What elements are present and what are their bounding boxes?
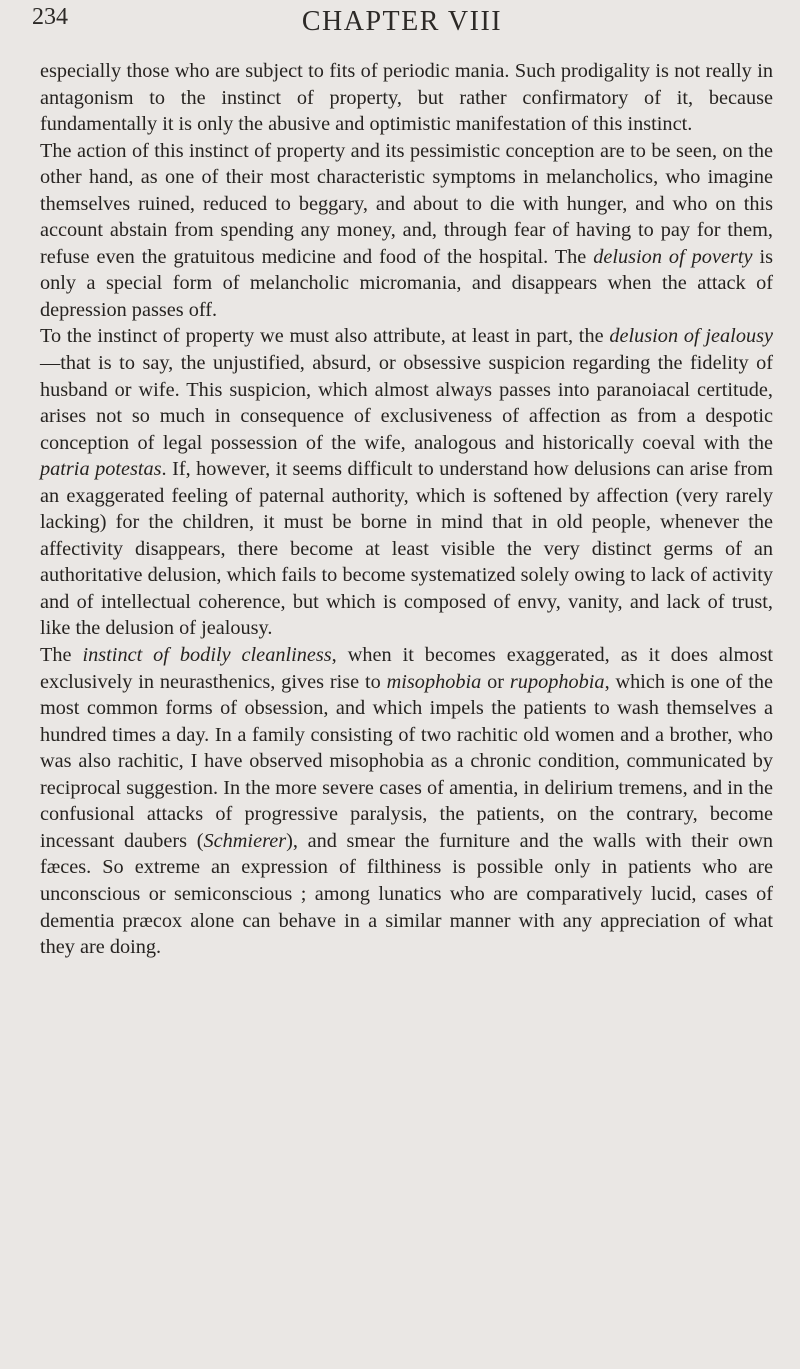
paragraph-text: is only a special form of melancholic micromania, and disappears when the attack of depression passes off. xyxy=(40,245,773,321)
italic-term-rupophobia: rupophobia xyxy=(509,670,605,693)
italic-term-misophobia: misophobia xyxy=(386,670,482,693)
paragraph-text: , when it becomes exaggerated, as it does almost exclusively in neurasthenics, gives rise to xyxy=(40,644,773,693)
page-header xyxy=(32,2,772,52)
italic-term-bodily-cleanliness: instinct of bodily cleanliness xyxy=(82,644,332,667)
body-text xyxy=(40,58,773,961)
running-head: CHAPTER VIII xyxy=(301,6,503,37)
paragraph-text: or xyxy=(481,670,510,693)
paragraph-text: The action of this instinct of property and its pessimistic conception are to be seen, on the other hand, as one of their most characteristic symptoms in melancholics, who imagine themselves ruined, reduced to beggary, and about to die with hunger, and who on this account abstain from spending any money, and, through fear of having to pay for them, refuse even the gratuitous medicine and food of the hospital. The xyxy=(40,139,773,268)
paragraph-text: ), and smear the furniture and the walls with their own fæces. So extreme an expression of filthiness is possible only in patients who are unconscious or semiconscious ; among lunatics who are comparatively lucid, cases of dementia præcox alone can behave in a similar manner with any appreciation of what they are doing. xyxy=(40,829,773,959)
paragraph-text: To the instinct of property we must also attribute, at least in part, the xyxy=(40,325,610,348)
italic-term-schmierer: Schmierer xyxy=(203,829,287,852)
paragraph-1 xyxy=(40,58,773,138)
paragraph-text: —that is to say, the unjustified, absurd, or obsessive suspicion regarding the fidelity of husband or wife. This suspicion, which almost always passes into paranoiacal certitude, arises not so much in consequence of exclusiveness of affection as from a despotic conception of legal possession of the wife, analogous and historically coeval with the xyxy=(40,352,773,454)
italic-term-delusion-of-poverty: delusion of poverty xyxy=(593,245,753,268)
paragraph-4 xyxy=(40,642,773,961)
italic-term-patria-potestas: patria potestas xyxy=(40,458,162,481)
paragraph-text: , which is one of the most common forms of obsession, and which impels the patients to wash themselves a hundred times a day. In a family consisting of two rachitic old women and a brother, who was also rachitic, I have observed misophobia as a chronic condition, communicated by reciprocal suggestion. In the more severe cases of amentia, in delirium tremens, and in the confusional attacks of progressive paralysis, the patients, on the contrary, become incessant daubers ( xyxy=(40,670,773,852)
paragraph-text: especially those who are subject to fits of periodic mania. Such prodigality is not really in antagonism to the instinct of property, but rather confirmatory of it, because fundamentally it is only the abusive and optimistic manifestation of this instinct. xyxy=(40,60,773,136)
page-number: 234 xyxy=(32,4,68,30)
paragraph-text: The xyxy=(40,644,83,667)
paragraph-text: . If, however, it seems difficult to understand how delusions can arise from an exaggerated feeling of paternal authority, which is softened by affection (very rarely lacking) for the children, it must be borne in mind that in old people, whenever the affectivity disappears, there become at least visible the very distinct germs of an authoritative delusion, which fails to become systematized solely owing to lack of activity and of intellectual coherence, but which is composed of envy, vanity, and lack of trust, like the delusion of jealousy. xyxy=(40,458,773,640)
paragraph-2 xyxy=(40,138,773,324)
italic-term-delusion-of-jealousy: delusion of jealousy xyxy=(609,325,773,348)
paragraph-3 xyxy=(40,323,773,642)
